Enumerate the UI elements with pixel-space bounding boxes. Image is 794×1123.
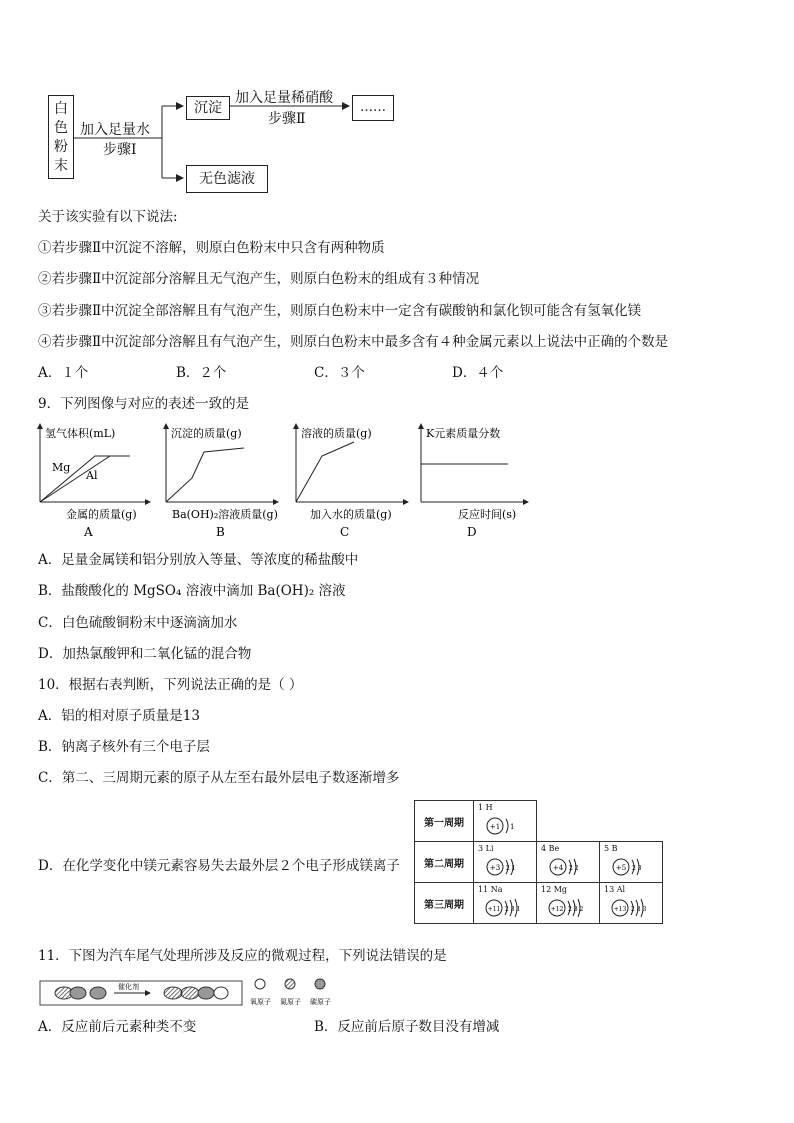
- result-box: [352, 95, 394, 121]
- element-h: [474, 801, 537, 842]
- element-li-label: 3 Li: [478, 844, 494, 853]
- graph-c-ylabel: 溶液的质量(g): [301, 427, 372, 440]
- graph-a: [40, 424, 150, 539]
- element-mg-diagram: [547, 897, 593, 919]
- filtrate-label: 无色滤液: [199, 171, 255, 187]
- element-be-diagram: [547, 856, 593, 878]
- graph-d-xlabel: 反应时间(s): [458, 508, 517, 521]
- graph-a-xlabel: 金属的质量(g): [66, 508, 137, 521]
- powder-label: 白色粉末: [54, 101, 68, 174]
- element-al: [600, 883, 663, 924]
- step2-label: 步骤Ⅱ: [268, 111, 306, 127]
- q9-option-d: D．加热氯酸钾和二氧化锰的混合物: [38, 646, 252, 662]
- element-na-core: +11: [487, 906, 501, 913]
- legend-nitrogen-label: 氮原子: [280, 998, 301, 1006]
- element-b-diagram: [610, 856, 656, 878]
- q9-stem: 9．下列图像与对应的表述一致的是: [38, 396, 250, 412]
- legend-nitrogen-swatch: [285, 979, 295, 989]
- element-h-diagram: [484, 815, 530, 837]
- q10-option-c: C．第二、三周期元素的原子从左至右最外层电子数逐渐增多: [38, 770, 400, 786]
- element-mg-core: +12: [550, 906, 564, 913]
- graph-c-line: [296, 442, 354, 502]
- element-li-core: +3: [489, 864, 501, 872]
- precipitate-box: [186, 96, 230, 120]
- graph-a-al-line: [40, 456, 110, 502]
- element-b-shells: 2 3: [632, 865, 642, 872]
- period-3-label: 第三周期: [415, 883, 474, 924]
- legend-oxygen-label: 氧原子: [250, 998, 271, 1006]
- element-li: [474, 842, 537, 883]
- element-h-core: +1: [489, 823, 501, 831]
- step1-action: 加入足量水: [80, 122, 150, 138]
- graph-d-ylabel: K元素质量分数: [426, 427, 501, 440]
- graph-d: [421, 424, 528, 539]
- element-al-core: +13: [613, 906, 627, 913]
- q11-option-a: A．反应前后元素种类不变: [38, 1019, 197, 1035]
- element-mg-shells: 2 8 2: [568, 906, 584, 913]
- element-na: [474, 883, 537, 924]
- element-be-core: +4: [552, 864, 564, 872]
- q9-option-a: A．足量金属镁和铝分别放入等量、等浓度的稀盐酸中: [38, 552, 359, 568]
- q8-option-c: C．３个: [314, 365, 365, 381]
- q8-option-a: A．１个: [38, 365, 89, 381]
- graph-a-letter: A: [84, 525, 93, 539]
- graph-a-ylabel: 氢气体积(mL): [45, 427, 116, 440]
- legend-oxygen-swatch: [255, 979, 265, 989]
- q10-option-b: B．钠离子核外有三个电子层: [38, 739, 210, 755]
- q9-option-c: C．白色硫酸铜粉末中逐滴滴加水: [38, 615, 238, 631]
- step1-label: 步骤Ⅰ: [103, 142, 137, 158]
- element-li-shells: 2 1: [506, 865, 516, 872]
- graph-c-xlabel: 加入水的质量(g): [310, 508, 392, 521]
- element-al-label: 13 Al: [604, 885, 626, 894]
- filtrate-box: [186, 165, 268, 193]
- element-h-shells: 1: [510, 823, 515, 831]
- legend-carbon-label: 碳原子: [310, 998, 331, 1006]
- q10-stem: 10．根据右表判断，下列说法正确的是（ ）: [38, 677, 303, 693]
- graph-b-xlabel: Ba(OH)₂溶液质量(g): [172, 508, 278, 521]
- graph-a-al-label: Al: [86, 469, 98, 482]
- element-na-label: 11 Na: [478, 885, 503, 894]
- q11-stem: 11．下图为汽车尾气处理所涉及反应的微观过程，下列说法错误的是: [38, 948, 447, 964]
- element-al-diagram: [610, 897, 656, 919]
- q8-statement-4: ④若步骤Ⅱ中沉淀部分溶解且有气泡产生，则原白色粉末中最多含有４种金属元素以上说法中正确的个数是: [38, 334, 669, 350]
- graph-b-line: [166, 448, 244, 502]
- element-mg-label: 12 Mg: [541, 885, 568, 894]
- graph-c-letter: C: [340, 525, 350, 539]
- element-h-label: 1 H: [478, 803, 493, 812]
- q8-statement-2: ②若步骤Ⅱ中沉淀部分溶解且无气泡产生，则原白色粉末的组成有３种情况: [38, 271, 480, 287]
- element-li-diagram: [484, 856, 530, 878]
- result-label: ……: [360, 100, 386, 115]
- q11-reaction-diagram: [38, 975, 358, 1009]
- element-al-shells: 2 8 3: [631, 906, 647, 913]
- q9-graphs: [0, 420, 794, 540]
- graph-d-letter: D: [467, 525, 477, 539]
- precipitate-label: 沉淀: [194, 100, 222, 116]
- q10-option-a: A．铝的相对原子质量是13: [38, 708, 200, 724]
- legend-carbon-swatch: [315, 979, 325, 989]
- graph-b-ylabel: 沉淀的质量(g): [171, 427, 242, 440]
- element-mg: [537, 883, 600, 924]
- element-be-shells: 2 2: [569, 865, 579, 872]
- periodic-table: [414, 800, 663, 924]
- q9-option-b: B．盐酸酸化的 MgSO₄ 溶液中滴加 Ba(OH)₂ 溶液: [38, 583, 346, 599]
- step2-action: 加入足量稀硝酸: [235, 90, 333, 106]
- period-2-label: 第二周期: [415, 842, 474, 883]
- element-be: [537, 842, 600, 883]
- element-b-label: 5 B: [604, 844, 618, 853]
- element-na-shells: 2 8 1: [505, 906, 521, 913]
- q8-statement-1: ①若步骤Ⅱ中沉淀不溶解，则原白色粉末中只含有两种物质: [38, 240, 385, 256]
- element-na-diagram: [484, 897, 530, 919]
- q8-statement-3: ③若步骤Ⅱ中沉淀全部溶解且有气泡产生，则原白色粉末中一定含有碳酸钠和氯化钡可能含有氢氧化镁: [38, 303, 642, 319]
- q8-option-d: D．４个: [452, 365, 504, 381]
- q10-option-d: D．在化学变化中镁元素容易失去最外层２个电子形成镁离子: [38, 858, 400, 874]
- element-b: [600, 842, 663, 883]
- element-b-core: +5: [615, 864, 627, 872]
- period-1-label: 第一周期: [415, 801, 474, 842]
- graph-b-letter: B: [216, 525, 225, 539]
- flow-arrows: [0, 0, 794, 200]
- catalyst-label: 催化剂: [118, 983, 139, 991]
- graph-c: [296, 424, 408, 539]
- element-be-label: 4 Be: [541, 844, 560, 853]
- q11-option-b: B．反应前后原子数目没有增减: [314, 1019, 500, 1035]
- q8-intro: 关于该实验有以下说法:: [38, 209, 178, 225]
- graph-b: [166, 424, 278, 539]
- q8-option-b: B．２个: [176, 365, 227, 381]
- graph-a-mg-label: Mg: [52, 461, 71, 474]
